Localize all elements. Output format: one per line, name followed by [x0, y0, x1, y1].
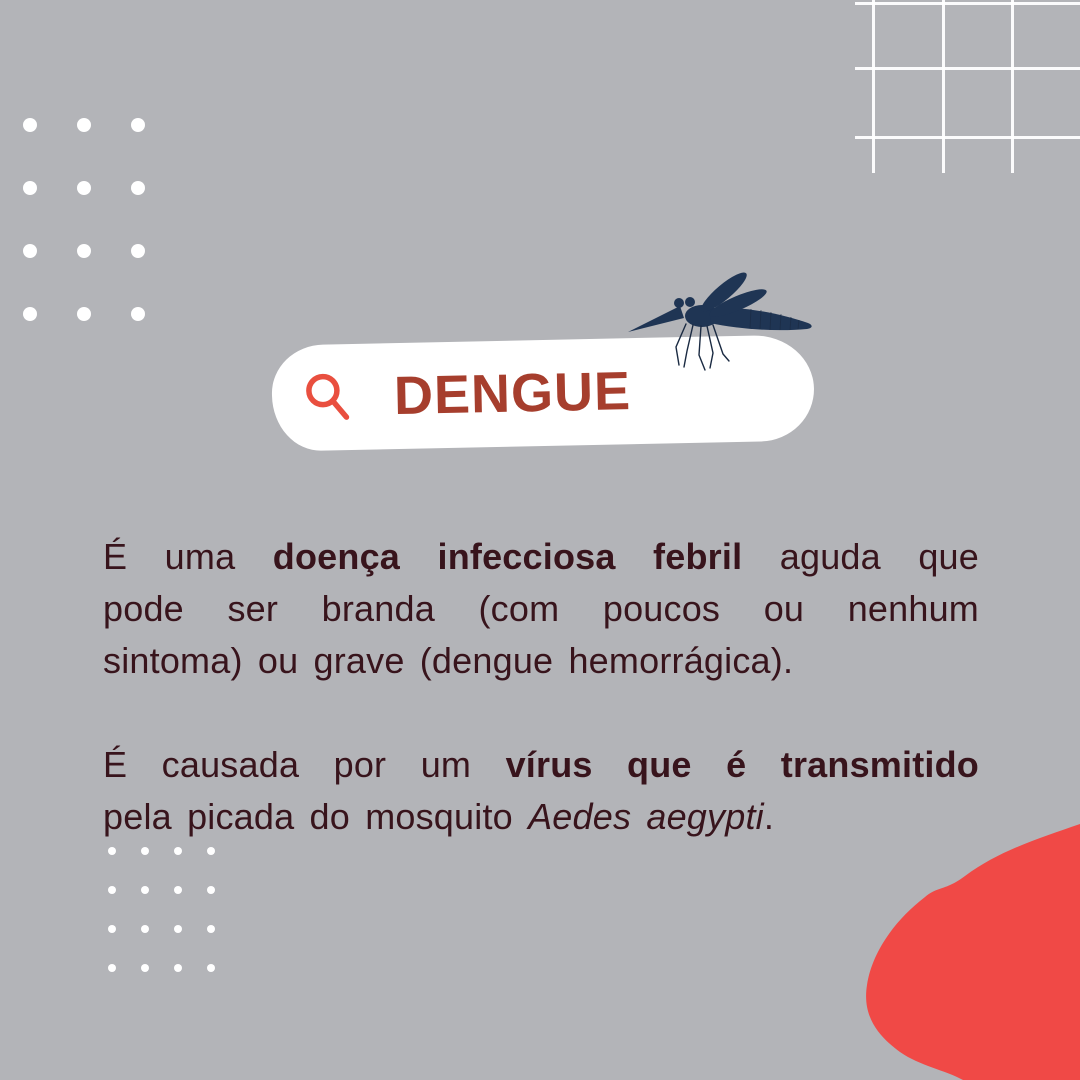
- search-query-text: DENGUE: [393, 361, 632, 427]
- text-line: [103, 531, 979, 583]
- text-segment: Aedes aegypti: [528, 796, 764, 837]
- paragraph: [103, 531, 979, 687]
- dot: [207, 964, 215, 972]
- dot: [108, 964, 116, 972]
- text-segment: pela picada do mosquito: [103, 796, 529, 837]
- dot: [23, 181, 37, 195]
- text-segment: É uma: [103, 536, 273, 577]
- dot: [77, 181, 91, 195]
- text-segment: sintoma) ou grave (dengue hemorrágica).: [103, 640, 794, 681]
- grid-pattern-top-right: [850, 0, 1080, 178]
- dot: [23, 118, 37, 132]
- mosquito-icon: [616, 262, 816, 372]
- dot: [131, 181, 145, 195]
- grid-line: [855, 2, 1080, 5]
- text-segment: vírus que é transmitido: [505, 744, 979, 785]
- dot: [174, 925, 182, 933]
- text-segment: É causada por um: [103, 744, 506, 785]
- dot: [131, 244, 145, 258]
- text-line: [103, 583, 979, 635]
- search-icon: [302, 371, 353, 424]
- dot: [141, 964, 149, 972]
- paragraph: [103, 739, 979, 843]
- dot: [207, 925, 215, 933]
- grid-line: [855, 136, 1080, 139]
- text-line: [103, 635, 979, 687]
- text-segment: .: [763, 796, 775, 837]
- grid-line: [1011, 0, 1014, 173]
- grid-line: [942, 0, 945, 173]
- dot: [131, 307, 145, 321]
- dot: [77, 307, 91, 321]
- text-segment: doença infecciosa febril: [272, 536, 743, 577]
- text-segment: aguda que: [742, 536, 979, 577]
- dot: [108, 925, 116, 933]
- grid-line: [855, 67, 1080, 70]
- dot: [23, 307, 37, 321]
- grid-line: [872, 0, 875, 173]
- body-text: [103, 531, 979, 895]
- text-line: [103, 791, 979, 843]
- dot: [77, 244, 91, 258]
- dot: [131, 118, 145, 132]
- dot: [23, 244, 37, 258]
- text-segment: pode ser branda (com poucos ou nenhum: [103, 588, 979, 629]
- dot: [77, 118, 91, 132]
- text-line: [103, 739, 979, 791]
- dots-pattern-top-left: [23, 118, 145, 321]
- dot: [174, 964, 182, 972]
- dot: [141, 925, 149, 933]
